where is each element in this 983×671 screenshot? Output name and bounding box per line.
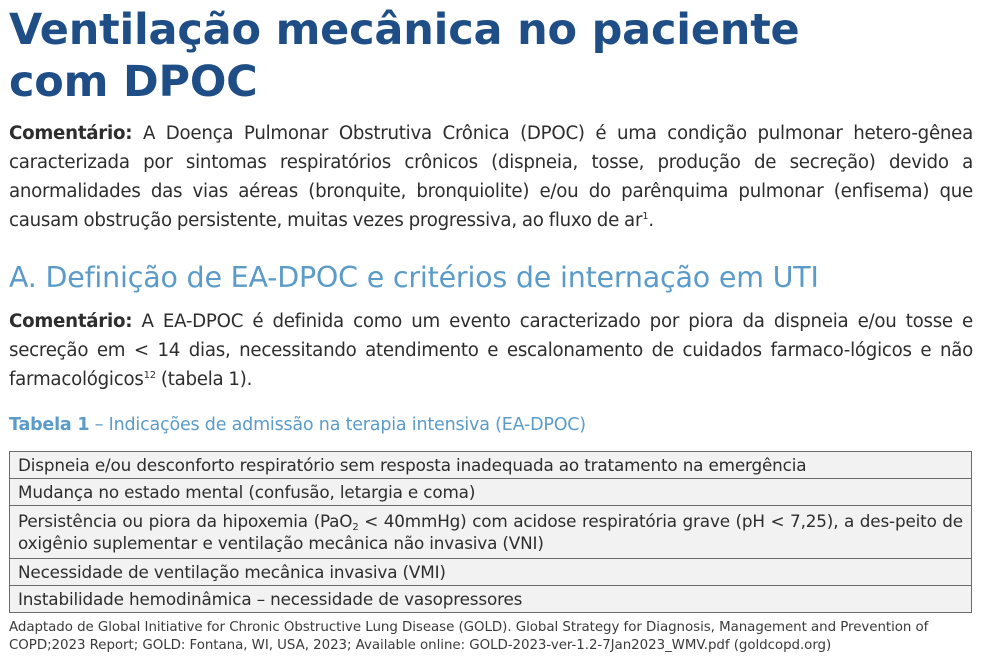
table-row <box>10 479 972 506</box>
hypoxemia-text-after: < 40mmHg) com acidose respiratória grave (pH < 7,25), a des-peito de oxigênio suplementar e ventilação mecânica não invasiva (VNI) <box>18 511 963 553</box>
table-caption-text: – Indicações de admissão na terapia intensiva (EA-DPOC) <box>89 415 586 435</box>
table-row <box>10 506 972 559</box>
intro-lead: Comentário: <box>9 123 133 144</box>
table-row <box>10 586 972 613</box>
table-cell: Necessidade de ventilação mecânica invasiva (VMI) <box>10 559 972 586</box>
section-a-end: (tabela 1). <box>155 369 253 390</box>
table-source-note: Adaptado de Global Initiative for Chronic Obstructive Lung Disease (GOLD). Global Strategy for Diagnosis, Management and Prevention of COPD;2023 Report; GOLD: Fontana, WI, USA, 2023; Available online: GOLD-2023-ver-1.2-7Jan2023_WMV.pdf (goldcopd.org) <box>9 620 929 653</box>
section-a-text: A EA-DPOC é definida como um evento caracterizado por piora da dispneia e/ou tosse e secreção em < 14 dias, necessitando atendimento e escalonamento de cuidados farmaco-lógicos e não farmacológicos <box>9 311 973 390</box>
hypoxemia-text-before: Persistência ou piora da hipoxemia (PaO <box>18 511 353 531</box>
table-row <box>10 559 972 586</box>
intro-text: A Doença Pulmonar Obstrutiva Crônica (DPOC) é uma condição pulmonar hetero-gênea caracterizada por sintomas respiratórios crônicos (dispneia, tosse, produção de secreção) devido a anormalidades das vias aéreas (bronquite, bronquiolite) e/ou do parênquima pulmonar (enfisema) que causam obstrução persistente, muitas vezes progressiva, ao fluxo de ar <box>9 123 973 231</box>
intro-paragraph <box>9 119 973 235</box>
table-cell: Mudança no estado mental (confusão, letargia e coma) <box>10 479 972 506</box>
table-caption-label: Tabela 1 <box>9 415 90 435</box>
icu-admission-table <box>9 451 972 613</box>
section-a-lead: Comentário: <box>9 311 133 332</box>
intro-end: . <box>648 210 654 231</box>
section-a-paragraph <box>9 307 973 394</box>
table-cell <box>10 506 972 559</box>
document-page <box>9 0 973 655</box>
table-cell: Dispneia e/ou desconforto respiratório sem resposta inadequada ao tratamento na emergência <box>10 452 972 479</box>
table-row <box>10 452 972 479</box>
page-title-line-2: com DPOC <box>9 57 258 107</box>
intro-reference: 1 <box>642 211 649 222</box>
section-a-title: A. Definição de EA-DPOC e critérios de internação em UTI <box>9 261 819 294</box>
page-title <box>9 0 973 108</box>
table-caption <box>9 413 973 437</box>
hypoxemia-subscript: 2 <box>352 522 359 533</box>
page-title-line-1: Ventilação mecânica no paciente <box>9 5 800 55</box>
table-cell: Instabilidade hemodinâmica – necessidade de vasopressores <box>10 586 972 613</box>
section-a-reference: 12 <box>143 370 156 381</box>
